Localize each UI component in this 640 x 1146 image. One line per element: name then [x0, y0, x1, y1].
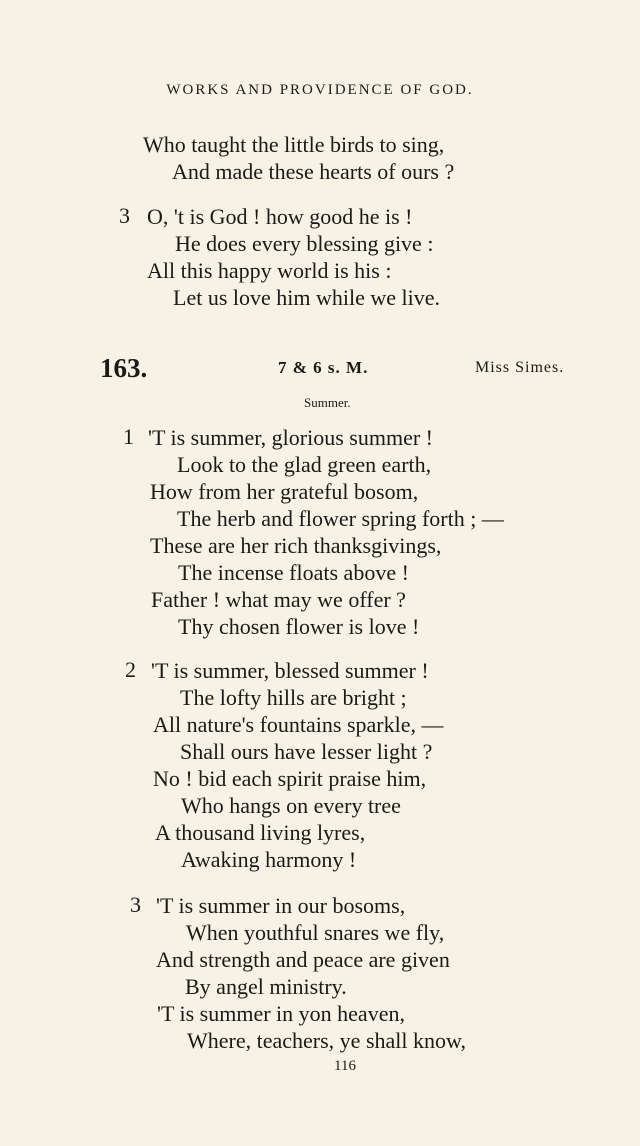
verse-line: The herb and flower spring forth ; —	[177, 506, 504, 531]
page-number: 116	[334, 1058, 356, 1074]
verse-line: All this happy world is his :	[147, 258, 392, 283]
verse-line: A thousand living lyres,	[155, 820, 366, 845]
verse-line: 'T is summer, glorious summer !	[148, 425, 433, 450]
hymn-author: Miss Simes.	[475, 359, 565, 376]
verse-number: 2	[125, 657, 136, 682]
verse-line: He does every blessing give :	[175, 231, 434, 256]
verse-line: 'T is summer, blessed summer !	[151, 658, 429, 683]
verse-line: No ! bid each spirit praise him,	[153, 766, 427, 791]
verse-line: Let us love him while we live.	[173, 285, 440, 310]
verse-line: Who hangs on every tree	[181, 793, 401, 818]
verse-line: How from her grateful bosom,	[150, 479, 419, 504]
hymn-meter: 7 & 6 s. M.	[278, 358, 369, 377]
verse-line: These are her rich thanksgivings,	[150, 533, 442, 558]
verse-line: When youthful snares we fly,	[186, 920, 445, 945]
verse-line: The incense floats above !	[178, 560, 409, 585]
verse-number: 1	[123, 424, 134, 449]
verse-line: The lofty hills are bright ;	[180, 685, 407, 710]
verse-number: 3	[119, 203, 130, 228]
verse-line: Who taught the little birds to sing,	[143, 132, 445, 157]
verse-line: And strength and peace are given	[156, 947, 450, 972]
verse-line: O, 't is God ! how good he is !	[147, 204, 413, 229]
verse-line: Shall ours have lesser light ?	[180, 739, 433, 764]
verse-number: 3	[130, 892, 141, 917]
verse-line: Where, teachers, ye shall know,	[187, 1028, 466, 1053]
verse-line: And made these hearts of ours ?	[172, 159, 455, 184]
verse-line: All nature's fountains sparkle, —	[153, 712, 444, 737]
verse-line: 'T is summer in yon heaven,	[157, 1001, 405, 1026]
verse-line: Look to the glad green earth,	[177, 452, 432, 477]
verse-line: Awaking harmony !	[181, 847, 357, 872]
verse-line: Father ! what may we offer ?	[151, 587, 406, 612]
hymn-subtitle: Summer.	[304, 395, 351, 410]
verse-line: Thy chosen flower is love !	[178, 614, 420, 639]
verse-line: 'T is summer in our bosoms,	[156, 893, 406, 918]
running-header: WORKS AND PROVIDENCE OF GOD.	[166, 82, 474, 98]
verse-line: By angel ministry.	[185, 974, 347, 999]
hymn-number: 163.	[100, 353, 148, 383]
